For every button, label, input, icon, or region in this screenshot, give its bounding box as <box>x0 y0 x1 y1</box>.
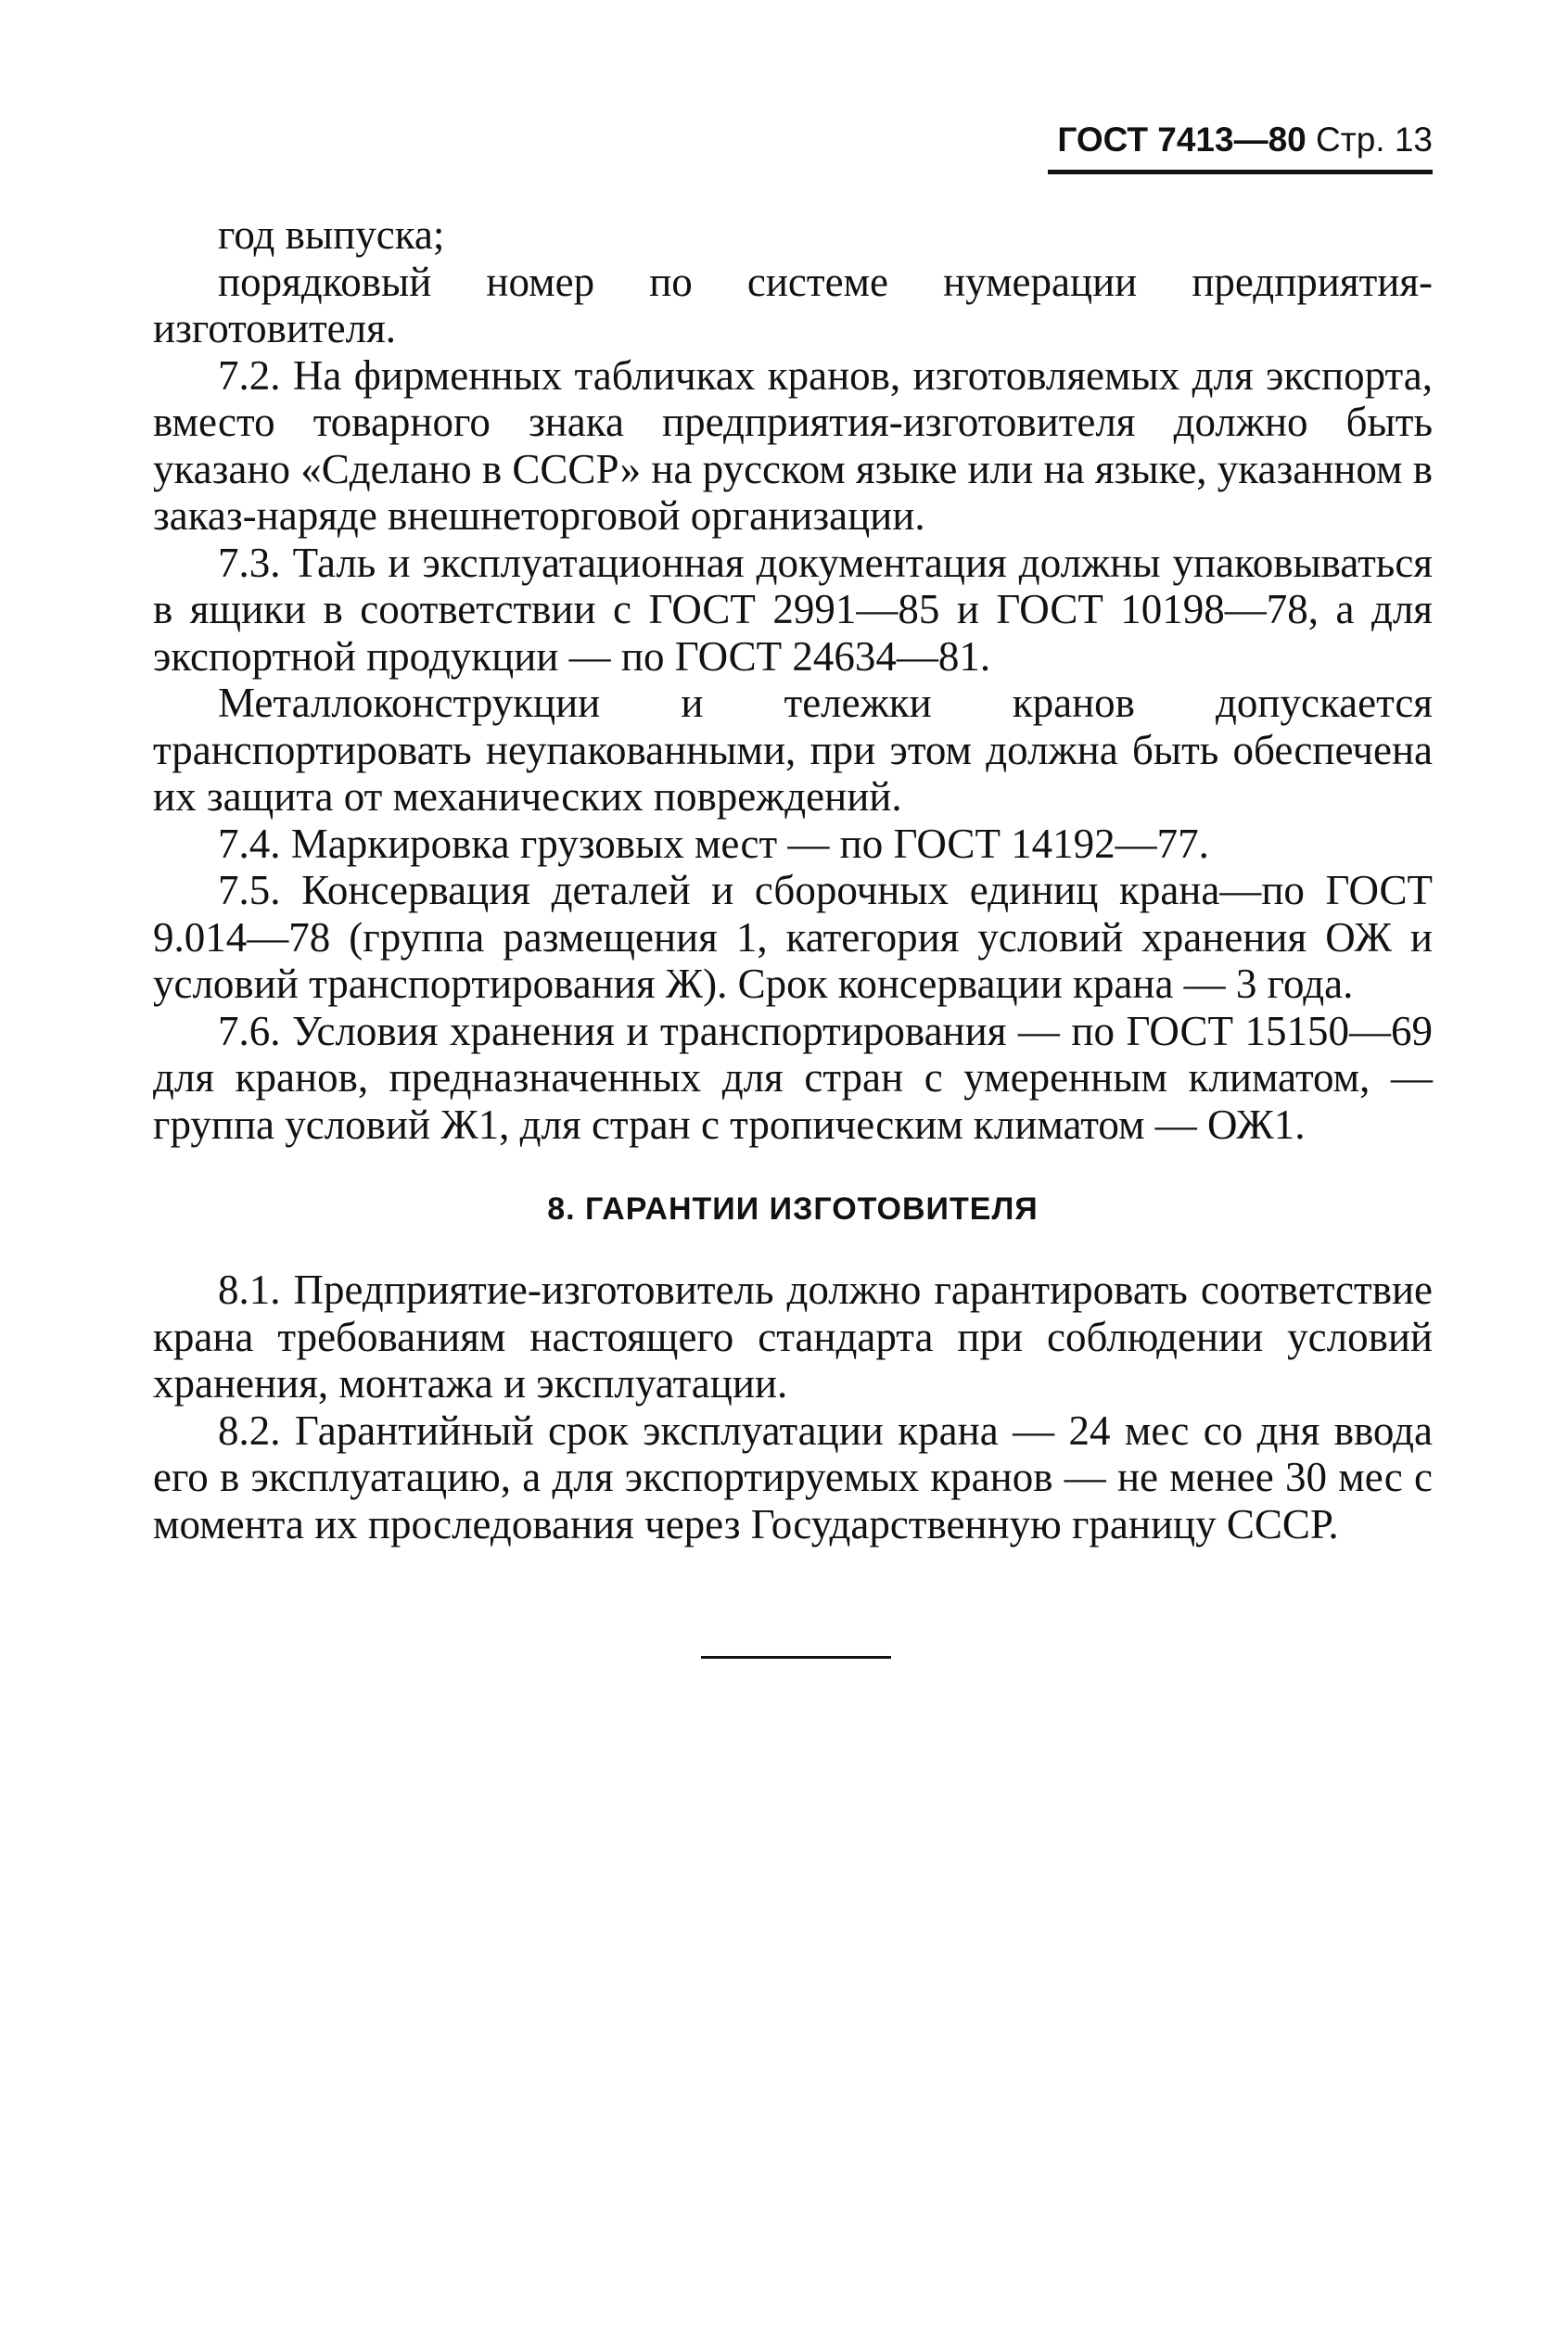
end-rule <box>701 1656 891 1659</box>
header-line <box>1048 119 1433 161</box>
paragraph-7-2: 7.2. На фирменных табличках кранов, изготовляемых для экспорта, вместо товарного знака предприятия-изготовителя должно быть указано «Сделано в СССР» на русском языке или на языке, указанном в заказ-наряде внешнеторговой организации. <box>153 351 1433 539</box>
paragraph-year: год выпуска; <box>218 211 445 258</box>
paragraph-7-3: 7.3. Таль и эксплуатационная документация должны упаковываться в ящики в соответствии с ГОСТ 2991—85 и ГОСТ 10198—78, а для экспортной продукции — по ГОСТ 24634—81. <box>153 539 1433 680</box>
header-rule <box>1048 170 1433 174</box>
page-number: Стр. 13 <box>1316 121 1433 159</box>
section-title: 8. ГАРАНТИИ ИЗГОТОВИТЕЛЯ <box>547 1191 1039 1227</box>
paragraph-serial-number: порядковый номер по системе нумерации предприятия-изготовителя. <box>153 258 1433 351</box>
paragraph-metal-structures: Металлоконструкции и тележки кранов допускается транспортировать неупакованными, при этом должна быть обеспечена их защита от механических повреждений. <box>153 680 1433 820</box>
paragraph-7-6: 7.6. Условия хранения и транспортирования — по ГОСТ 15150—69 для кранов, предназначенных для стран с умеренным климатом, — группа условий Ж1, для стран с тропическим климатом — ОЖ1. <box>153 1007 1433 1148</box>
standard-number: ГОСТ 7413—80 <box>1057 121 1307 159</box>
paragraph-7-4: 7.4. Маркировка грузовых мест — по ГОСТ 14192—77. <box>218 820 1209 867</box>
page-header <box>1048 119 1433 161</box>
paragraph-8-1: 8.1. Предприятие-изготовитель должно гарантировать соответствие крана требованиям настоящего стандарта при соблюдении условий хранения, монтажа и эксплуатации. <box>153 1267 1433 1407</box>
paragraph-7-5: 7.5. Консервация деталей и сборочных единиц крана—по ГОСТ 9.014—78 (группа размещения 1, категория условий хранения ОЖ и условий транспортирования Ж). Срок консервации крана — 3 года. <box>153 867 1433 1007</box>
document-body <box>153 211 1433 1547</box>
paragraph-8-2: 8.2. Гарантийный срок эксплуатации крана — 24 мес со дня ввода его в эксплуатацию, а для экспортируемых кранов — не менее 30 мес с момента их проследования через Государственную границу СССР. <box>153 1407 1433 1547</box>
